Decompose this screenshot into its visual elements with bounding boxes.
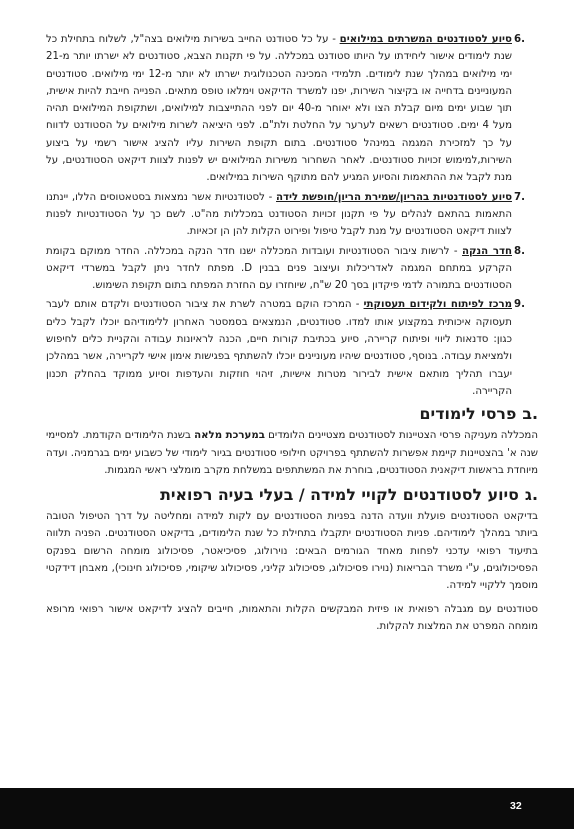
section-title: סיוע לסטודנטים לקויי למידה / בעלי בעיה רפואית xyxy=(160,485,519,505)
section-c-paragraph-1: בדיקאט הסטודנטים פועלת וועדה הדנה בפניות הסטודנטים עם לקות למידה ומחליטה על דרך הטיפול הטובה ביותר במהלך לימודיהם. פניות הסטודנטים יתקבלו בתחילת כל שנת הלימודים, בדיקאט הסטודנטים. הפניה תלווה בתיעוד רפואי עדכני לפחות מאחד הגורמים הבאים: נוירולוג, פסיכיאטר, פסיכולוג מומחה הרשום בפנקס הפסיכולוגים, ע"י משרד הבריאות (נוירו פסיכולוג, פסיכולוג קליני, פסיכולוג שיקומי, פסיכולוג חינוכי), מאבחן דידקטי מוסמך ללקויי למידה. xyxy=(46,511,538,592)
list-item-8 xyxy=(46,243,538,295)
list-item-9 xyxy=(46,296,538,400)
item-text: - המרכז הוקם במטרה לשרת את ציבור הסטודנטים ולקדם אותם לעבר תעסוקה איכותית במקצוע אותו למדו. סטודנטים, הנמצאים בסמסטר האחרון ללימודיהם יוכלו לקבל כלים כגון: סדנאות ליווי ופיתוח קריירה, סיוע בכתיבת קורות חיים, הכנה לראיונות עבודה והקניית כלים לחיפוש ולמציאת עבודה. בנוסף, סטודנטים שיהיו מעוניינים יוכלו להשתתף בפגישות אימון אישי לקריירה, אשר במהלכן יעברו תהליך מותאם אישית לבירור מטרות אישיות, זיהוי חוזקות והעדפות וסיוע ממוקד בהחלק תכנון הקריירה. xyxy=(46,299,512,397)
section-letter: ב. xyxy=(522,404,538,424)
paragraph-text: המכללה מעניקה פרסי הצטיינות לסטודנטים מצטיינים הלומדים xyxy=(264,430,538,442)
item-number: 6. xyxy=(514,34,525,45)
item-body xyxy=(46,243,512,295)
section-c-heading xyxy=(46,485,538,505)
item-text: - לסטודנטיות אשר נמצאות בסטאטוסים הללו, יינתנו התאמות בהתאם לנהלים על פי תקנון זכויות הסטודנט במכללות מה"ט. לשם כך על הסטודנטיות לפנות לצוות דיקאט הסטודנטים על מנת לקבל טיפול ופירוט הקלות להן הן זכאיות. xyxy=(46,191,512,238)
section-c-paragraph-2: סטודנטים עם מגבלה רפואית או פיזית המבקשים הקלות והתאמות, חייבים להציג לדיקאט אישור רפואי מרופא מומחה המפרט את המלצות להקלות. xyxy=(46,603,538,632)
item-body xyxy=(46,189,512,241)
page-number: 32 xyxy=(510,800,522,812)
section-letter: ג. xyxy=(524,485,538,505)
page-content xyxy=(46,31,538,641)
section-title: פרסי לימודים xyxy=(419,404,517,424)
list-item-7 xyxy=(46,189,538,241)
paragraph-text: בשנת הלימודים הקודמת. למסיימי שנה א' בהצטיינות קיימת אפשרות להשתתף בפרויקט חילופי סטודנטים בגיור לימודי של כשבוע ימים בגרמניה. ועדה מיוחדת בראשות דיקאנית הסטודנטים, בוחרת את המשתתפים במשלחת מקרב מומלצי ראשי המגמות. xyxy=(46,430,538,476)
section-b-heading xyxy=(46,404,538,424)
item-body xyxy=(46,296,512,400)
item-title: סיוע לסטודנטיות בהריון/שמירת הריון/חופשת לידה xyxy=(276,191,512,203)
item-text: - לרשות ציבור הסטודנטיות ועובדות המכללה ישנו חדר הנקה במכללה. החדר ממוקם בקומת הקרקע במתחם המגמה לאדריכלות ועיצוב פנים בבנין D. מפתח לחדר ניתן לקבל במשרדי דיקאט הסטודנטים בתמורה לדמי פיקדון בסך 20 ש"ח, שיוחזרו עם החזרת המפתח בתום תקופת השימוש. xyxy=(46,245,513,292)
item-title: חדר הנקה xyxy=(462,245,512,257)
item-number: 8. xyxy=(514,245,525,257)
list-item-6 xyxy=(46,31,538,187)
item-title: מרכז לפיתוח ולקידום תעסוקתי xyxy=(363,299,512,311)
item-number: 7. xyxy=(514,191,525,203)
paragraph-bold-text: במערכת מלאה xyxy=(194,430,265,442)
item-number: 9. xyxy=(514,299,525,311)
item-body xyxy=(46,31,512,187)
section-b-paragraph xyxy=(46,427,538,479)
item-title: סיוע לסטודנטים המשרתים במילואים xyxy=(339,34,512,45)
footer-bar xyxy=(0,788,574,829)
item-text: - על כל סטודנט החייב בשירות מילואים בצה"ל, לשלוח בתחילת כל שנת לימודים אישור ליחידתו על היותו סטודנט במכללה. על פי תקנות הצבא, סטודנטים לא ישרתו יותר מ-21 ימי מילואים במהלך שנת לימודים. תלמידי המכינה הטכנולוגית ישרתו לא יותר מ-12 ימי מילואים. סטודנטים המעוניינים בדחייה או בקיצור השירות, יפנו למשרד הדיקאט וימלאו טופס מתאים. הפנייה חייבת להיות אישית, תוך שבוע ימים מיום קבלת הצו ולא יאוחר מ-40 יום לפני ההתייצבות למילואים, ושתקופת המילואים תהיה מעל 4 ימים. סטודנטים רשאים לערער על החלטת ולת"ם. לפני היציאה לשרות מילואים על הסטודנט לדווח על כך למזכירת המגמה במינהל סטודנטים. בתום תקופת השירות עליו להציג אישור רשמי על ביצוע השירות,למימוש זכויות סטודנטים. לאחר השחרור משירות המילואים יש לפנות לצוות דיקאט הסטודנטים, על מנת לקבל את ההתאמות והסיוע המגיע להם מתוקף השירות במילואים. xyxy=(46,34,512,184)
